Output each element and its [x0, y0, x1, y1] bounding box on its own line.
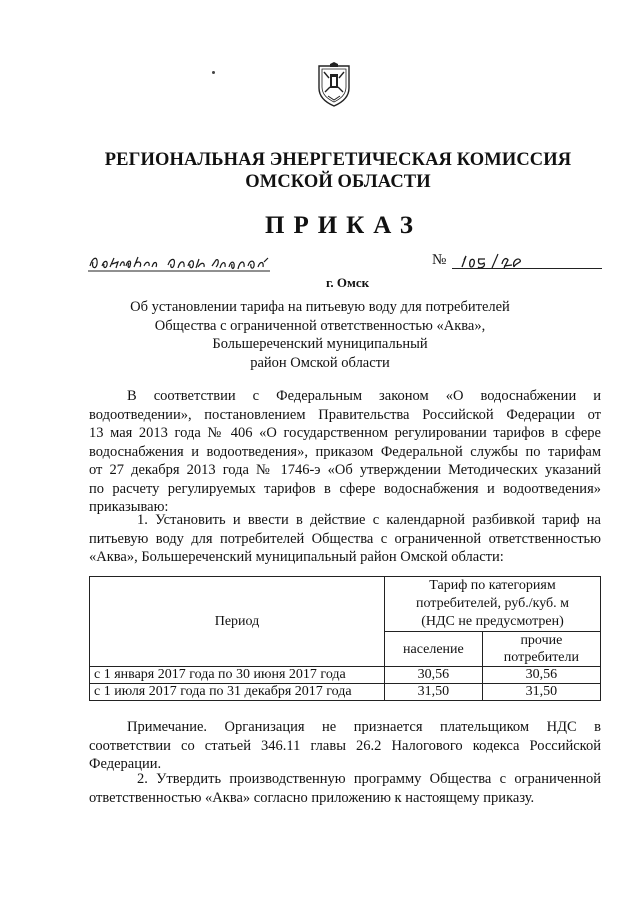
paragraph-line: от 27 декабря 2013 года № 1746-э «Об утверждении Методических указаний: [89, 462, 601, 478]
table-row: [90, 684, 601, 701]
subject-line: Об установлении тарифа на питьевую воду для потребителей: [130, 299, 510, 315]
other-tariff-cell: 31,50: [482, 684, 600, 701]
period-cell: с 1 января 2017 года по 30 июня 2017 года: [90, 667, 385, 684]
paragraph-line: по расчету регулируемых тарифов в сфере водоснабжения и водоотведения»: [89, 480, 601, 497]
paragraph-line: Примечание. Организация не признается плательщиком НДС в: [127, 719, 601, 735]
paragraph-line: ответственностью «Аква» согласно приложению к настоящему приказу.: [89, 789, 535, 806]
tariff-header-line: Тариф по категориям: [429, 578, 556, 593]
paragraph-line: питьевую воду для потребителей Общества с ограниченной ответственностью: [89, 530, 601, 547]
organization-name-line2: ОМСКОЙ ОБЛАСТИ: [245, 172, 431, 192]
subject-line: Общества с ограниченной ответственностью «Аква»,: [154, 317, 486, 334]
paragraph-line: водоотведении», постановлением Правительства Российской Федерации от: [89, 406, 601, 423]
paragraph-line: 13 мая 2013 года № 406 «О государственном регулировании тарифов в сфере: [89, 425, 601, 441]
subject-line: район Омской области: [250, 354, 390, 371]
paragraph-line: соответствии со статьей 346.11 главы 26.2 Налогового кодекса Российской: [89, 737, 601, 754]
coat-of-arms-icon: [316, 62, 352, 108]
organization-name-line1: РЕГИОНАЛЬНАЯ ЭНЕРГЕТИЧЕСКАЯ КОМИССИЯ: [104, 150, 572, 170]
tariff-header: [385, 577, 601, 632]
preamble-paragraph: [89, 387, 601, 517]
note-paragraph: [89, 718, 601, 774]
tariff-header-line: потребителей, руб./куб. м: [416, 596, 569, 611]
table-row: [90, 667, 601, 684]
paragraph-line: «Аква», Большереченский муниципальный район Омской области:: [89, 549, 504, 565]
paragraph-line: водоснабжения и водоотведения», приказом Федеральной службы по тарифам: [89, 443, 601, 460]
population-column-header: население: [385, 632, 483, 667]
other-consumers-column-header: [482, 632, 600, 667]
scan-speck: [212, 71, 215, 74]
period-cell: с 1 июля 2017 года по 31 декабря 2017 года: [90, 684, 385, 701]
paragraph-line: 2. Утвердить производственную программу Общества с ограниченной: [137, 771, 601, 787]
other-tariff-cell: 30,56: [482, 667, 600, 684]
tariff-table: [89, 576, 601, 701]
number-underline: [452, 268, 602, 269]
paragraph-line: приказываю:: [89, 499, 169, 515]
other-consumers-header-line: прочие: [520, 633, 563, 648]
paragraph-line: 1. Установить и ввести в действие с календарной разбивкой тариф на: [137, 512, 601, 528]
number-label: №: [432, 252, 447, 268]
population-tariff-cell: 31,50: [385, 684, 483, 701]
city-name: г. Омск: [326, 275, 370, 290]
period-header: Период: [90, 577, 385, 667]
paragraph-line: Федерации.: [89, 756, 162, 772]
order-subject: [110, 298, 530, 372]
other-consumers-header-line: потребители: [503, 650, 580, 665]
subject-line: Большереченский муниципальный: [212, 336, 428, 352]
paragraph-line: В соответствии с Федеральным законом «О водоснабжении и: [127, 388, 601, 404]
item-1-paragraph: [89, 511, 601, 567]
document-type-title: ПРИКАЗ: [265, 212, 422, 239]
tariff-header-line: (НДС не предусмотрен): [421, 614, 564, 629]
handwritten-date: [88, 248, 270, 274]
population-tariff-cell: 30,56: [385, 667, 483, 684]
item-2-paragraph: [89, 770, 601, 807]
